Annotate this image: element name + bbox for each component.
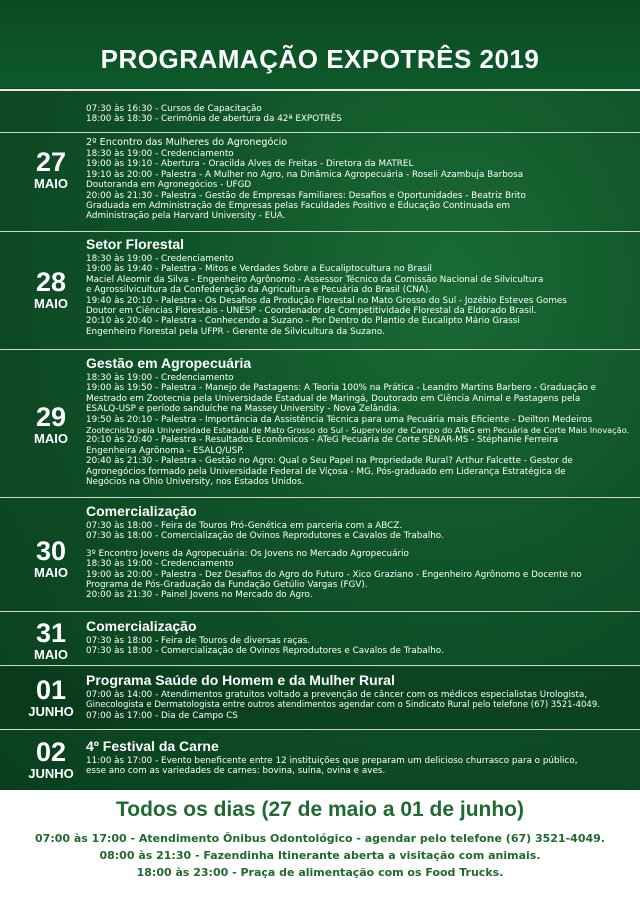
event-line: 20:10 às 20:40 - Palestra - Resultados Econômicos - ATeG Pecuária de Corte SENAR-MS - Stéphanie Ferreira [86, 435, 559, 446]
date-29-maio [16, 403, 86, 447]
event-line: 18:30 às 19:00 - Credenciamento [86, 254, 234, 264]
day-29-section [86, 355, 630, 488]
date-day: 29 [35, 402, 67, 432]
event-line: 19:10 às 20:00 - Palestra - A Mulher no Agro, na Dinâmica Agropecuária - Roseli Azambuja Barbosa [86, 169, 524, 180]
event-line: 19:00 às 19:10 - Abertura - Oracilda Alves de Freitas - Diretora da MATREL [86, 159, 414, 170]
date-month: JUNHO [28, 766, 74, 781]
day-28-section [86, 236, 626, 337]
date-month: JUNHO [28, 704, 74, 719]
intro-line: 07:30 às 16:30 - Cursos de Capacitação [86, 104, 262, 114]
date-30-maio [16, 537, 86, 581]
event-line: Doutor em Ciências Florestais - UNESP - Coordenador de Competitividade Florestal da Eldorado Brasil. [86, 306, 537, 317]
section-heading: 2º Encontro das Mulheres do Agronegócio [86, 137, 288, 148]
event-line: Maciel Aleomir da Silva - Engenheiro Agrônomo - Assessor Técnico da Comissão Nacional de Silvicultura [86, 274, 544, 285]
daily-line: 07:00 às 17:00 - Atendimento Ônibus Odontológico - agendar pelo telefone (67) 3521-4049. [35, 832, 605, 845]
event-line: 19:00 às 20:00 - Palestra - Dez Desafios do Agro do Futuro - Xico Graziano - Engenheiro Agrônomo e Docente no [86, 569, 582, 580]
event-line: Mestrado em Zootecnia pela Universidade Estadual de Maringá, Doutorado em Ciência Animal e Pastagens pela [86, 393, 581, 404]
event-line: Graduada em Administração de Empresas pelas Faculdades Positivo e Educação Continuada em [86, 201, 511, 212]
section-heading: 4º Festival da Carne [86, 738, 219, 754]
event-line: 18:30 às 19:00 - Credenciamento [86, 149, 234, 159]
day-27-section [86, 137, 626, 222]
event-line: 07:30 às 18:00 - Feira de Touros Pró-Genética em parceria com a ABCZ. [86, 521, 403, 531]
day-02-section [86, 738, 626, 777]
date-31-maio [16, 619, 86, 663]
section-heading: Gestão em Agropecuária [86, 355, 252, 371]
date-28-maio [16, 268, 86, 312]
date-day: 27 [35, 147, 67, 177]
event-line: 19:40 às 20:10 - Palestra - Os Desafios da Produção Florestal no Mato Grosso do Sul - Jozébio Esteves Gomes [86, 295, 567, 306]
event-line: Engenheiro Florestal pela UFPR - Gerente de Silvicultura da Suzano. [86, 326, 385, 337]
date-month: MAIO [34, 296, 68, 311]
event-line: 18:30 às 19:00 - Credenciamento [86, 373, 234, 383]
event-line: Agronegócios formado pela Universidade Federal de Viçosa - MG, Pós-graduado em Liderança Estratégica de [86, 466, 566, 477]
section-heading: Comercialização [86, 618, 197, 634]
event-line: e Agrossilvicultura da Confederação da Agricultura e Pecuária do Brasil (CNA). [86, 285, 432, 296]
date-day: 31 [35, 618, 67, 648]
date-day: 02 [35, 737, 67, 767]
divider [0, 231, 640, 232]
divider [0, 497, 640, 498]
date-day: 01 [35, 675, 67, 705]
event-line: Programa de Pós-Graduação da Fundação Getúlio Vargas (FGV). [86, 580, 368, 591]
event-line: 07:00 às 17:00 - Dia de Campo CS [86, 710, 238, 721]
event-line: 18:30 às 19:00 - Credenciamento [86, 559, 234, 570]
day-01-section [86, 672, 626, 721]
daily-title: Todos os dias (27 de maio a 01 de junho) [115, 798, 525, 821]
event-line: 19:00 às 19:50 - Palestra - Manejo de Pastagens: A Teoria 100% na Prática - Leandro Martins Barbero - Graduação e [86, 383, 597, 394]
date-month: MAIO [34, 647, 68, 662]
event-line: 07:00 às 14:00 - Atendimentos gratuitos voltado a prevenção de câncer com os médicos especialistas Urologista, [86, 690, 588, 700]
title-divider [0, 89, 640, 91]
divider [0, 611, 640, 612]
event-line: 07:30 às 18:00 - Feira de Touros de diversas raças. [86, 636, 311, 646]
intro-section [86, 104, 626, 125]
event-line: 07:30 às 18:00 - Comercialização de Ovinos Reprodutores e Cavalos de Trabalho. [86, 531, 444, 542]
event-line: 20:00 às 21:30 - Palestra - Gestão de Empresas Familiares: Desafios e Oportunidades - Beatriz Brito [86, 190, 526, 201]
section-heading: Comercialização [86, 503, 197, 519]
date-day: 28 [35, 267, 67, 297]
date-01-junho [16, 676, 86, 720]
divider [0, 132, 640, 133]
event-line: Administração pela Harvard University - EUA. [86, 211, 286, 222]
date-02-junho [16, 738, 86, 782]
daily-line: 18:00 às 23:00 - Praça de alimentação com os Food Trucks. [136, 866, 504, 879]
daily-line: 08:00 às 21:30 - Fazendinha Itinerante aberta a visitação com animais. [99, 849, 541, 862]
date-day: 30 [35, 536, 67, 566]
date-month: MAIO [34, 176, 68, 191]
event-line: 07:30 às 18:00 - Comercialização de Ovinos Reprodutores e Cavalos de Trabalho. [86, 646, 444, 657]
event-line: ESALQ-USP e período sanduíche na Massey University - Nova Zelândia. [86, 404, 400, 415]
section-heading: Programa Saúde do Homem e da Mulher Rural [86, 672, 395, 688]
divider [0, 729, 640, 730]
section-heading: Setor Florestal [86, 236, 185, 252]
event-line: 20:40 às 21:30 - Palestra - Gestão no Agro: Qual o Seu Papel na Propriedade Rural? Arthur Falcette - Gestor de [86, 456, 573, 467]
intro-line: 18:00 às 18:30 - Cerimônia de abertura da 42ª EXPOTRÊS [86, 114, 342, 125]
event-line: Ginecologista e Dermatologista entre outros atendimentos agendar com o Sindicato Rural pelo telefone (67) 3521-4049. [86, 700, 600, 711]
date-month: MAIO [34, 565, 68, 580]
event-line: Negócios na Ohio University, nos Estados Unidos. [86, 477, 305, 488]
event-line: 19:50 às 20:10 - Palestra - Importância da Assistência Técnica para uma Pecuária mais Eficiente - Deilton Medeiros [86, 414, 593, 425]
event-line: Engenheira Agrônoma - ESALQ/USP. [86, 445, 244, 456]
event-line: 20:00 às 21:30 - Painel Jovens no Mercado do Agro. [86, 590, 313, 601]
day-31-section [86, 618, 626, 657]
divider [0, 665, 640, 666]
event-line: Doutoranda em Agronegócios - UFGD [86, 180, 252, 191]
event-line: 19:00 às 19:40 - Palestra - Mitos e Verdades Sobre a Eucaliptocultura no Brasil [86, 264, 432, 275]
day-30-section [86, 503, 626, 601]
date-month: MAIO [34, 431, 68, 446]
date-27-maio [16, 148, 86, 192]
page-title: PROGRAMAÇÃO EXPOTRÊS 2019 [100, 44, 540, 74]
event-line: 20:10 às 20:40 - Palestra - Conhecendo a Suzano - Por Dentro do Plantio de Eucalipto Mário Grassi [86, 316, 520, 327]
event-line: 11:00 às 17:00 - Evento beneficente entre 12 instituições que preparam um delicioso churrasco para o público, [86, 756, 578, 766]
divider [0, 349, 640, 350]
event-line: esse ano com as variedades de carnes: bovina, suína, ovina e aves. [86, 766, 386, 777]
section-subheading: 3º Encontro Jovens da Agropecuária: Os Jovens no Mercado Agropecuário [86, 548, 409, 559]
event-line: Zootecnista pela Universidade Estadual de Mato Grosso do Sul - Supervisor de Campo do ATeG em Pecuária de Corte Mais Inovação. [86, 425, 630, 436]
